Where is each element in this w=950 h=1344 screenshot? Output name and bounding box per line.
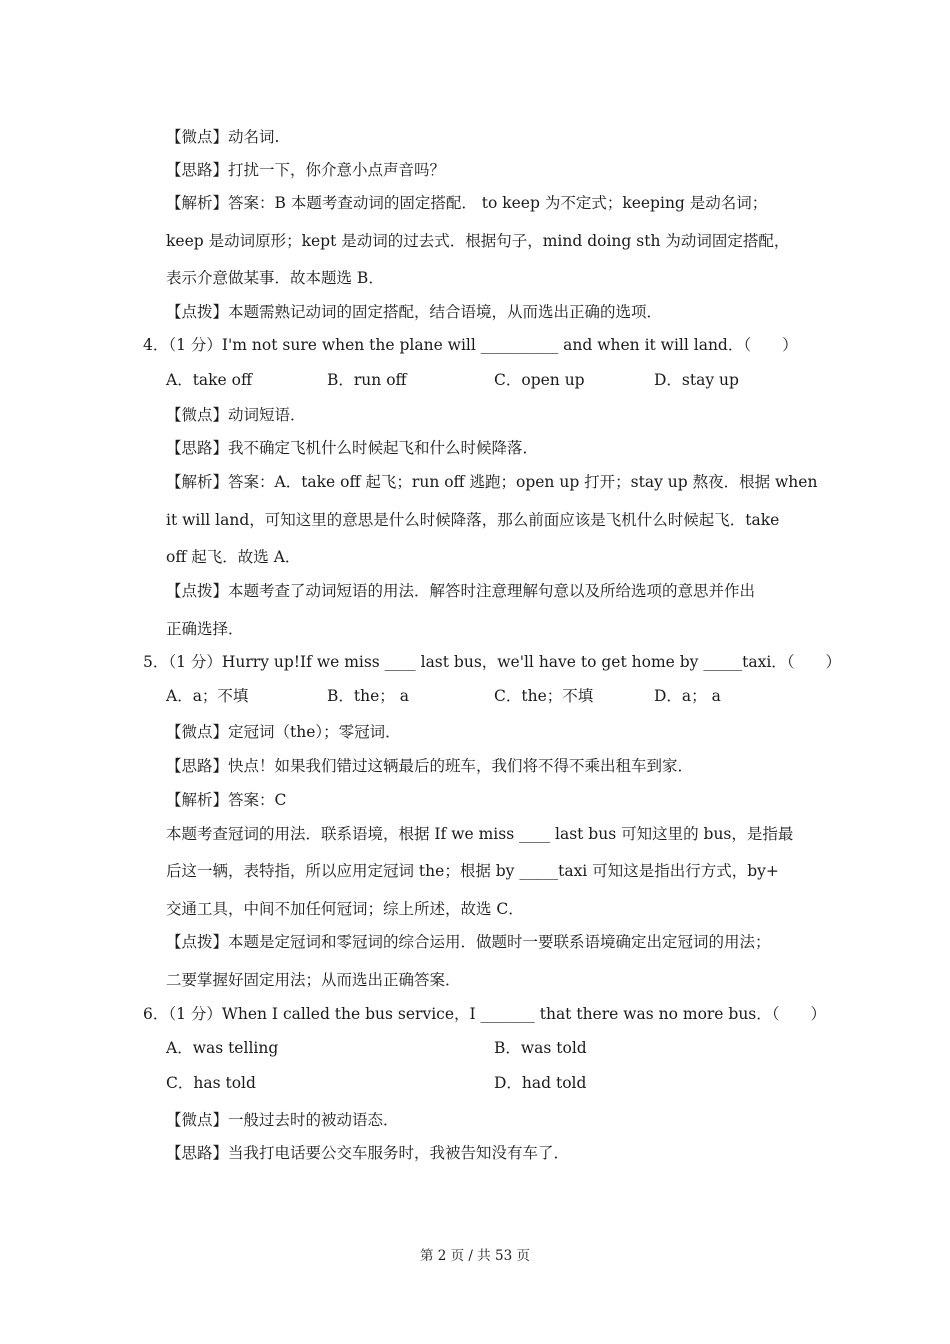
analysis-line: 【解析】答案：B 本题考查动词的固定搭配． to keep 为不定式；keeping 是动名词； [166,194,768,212]
tip-line: 正确选择． [166,620,244,638]
option-5a: A．a；不填 [166,687,249,705]
tip-line: 【点拨】本题是定冠词和零冠词的综合运用．做题时一要联系语境确定出定冠词的用法； [166,933,771,951]
point-line: 【微点】动名词. [166,128,280,146]
tip-line: 二要掌握好固定用法；从而选出正确答案． [166,971,461,989]
analysis-line: 交通工具，中间不加任何冠词；综上所述，故选 C． [166,900,524,918]
analysis-line: off 起飞．故选 A． [166,548,301,566]
point-line: 【微点】动词短语． [166,406,306,424]
point-line: 【微点】定冠词（the）；零冠词． [166,723,401,741]
idea-line: 【思路】快点！如果我们错过这辆最后的班车，我们将不得不乘出租车到家． [166,757,694,775]
analysis-line: 本题考查冠词的用法．联系语境，根据 If we miss ____ last bus 可知这里的 bus，是指最 [166,825,794,843]
tip-line: 【点拨】本题需熟记动词的固定搭配，结合语境，从而选出正确的选项． [166,303,663,321]
option-6d: D．had told [494,1074,587,1092]
page-footer: 第 2 页 / 共 53 页 [419,1248,531,1264]
option-5b: B．the； a [327,687,409,705]
analysis-line: keep 是动词原形；kept 是动词的过去式．根据句子，mind doing sth 为动词固定搭配， [166,232,790,250]
analysis-line: it will land，可知这里的意思是什么时候降落，那么前面应该是飞机什么时候起飞．take [166,511,780,529]
point-line: 【微点】一般过去时的被动语态． [166,1111,399,1129]
option-6a: A．was telling [166,1039,279,1057]
option-6c: C．has told [166,1074,256,1092]
option-4c: C．open up [494,371,585,389]
idea-line: 【思路】打扰一下，你介意小点声音吗？ [166,161,446,179]
question-4: 4．（1 分）I'm not sure when the plane will __________ and when it will land．（ ） [143,336,798,354]
option-4a: A．take off [166,371,252,389]
analysis-line: 【解析】答案：A．take off 起飞；run off 逃跑；open up 打开；stay up 熬夜．根据 when [166,473,818,491]
analysis-line: 表示介意做某事．故本题选 B． [166,269,384,287]
option-5d: D．a； a [654,687,721,705]
analysis-line: 后这一辆，表特指，所以应用定冠词 the；根据 by _____taxi 可知这是指出行方式，by+ [166,862,779,880]
option-5c: C．the；不填 [494,687,594,705]
tip-line: 【点拨】本题考查了动词短语的用法．解答时注意理解句意以及所给选项的意思并作出 [166,582,756,600]
option-6b: B．was told [494,1039,587,1057]
question-5: 5．（1 分）Hurry up!If we miss ____ last bus，we'll have to get home by _____taxi．（ ） [143,653,842,671]
question-6: 6．（1 分）When I called the bus service，I _______ that there was no more bus．（ ） [143,1005,827,1023]
option-4b: B．run off [327,371,407,389]
analysis-line: 【解析】答案：C [166,791,287,809]
option-4d: D．stay up [654,371,739,389]
idea-line: 【思路】当我打电话要公交车服务时，我被告知没有车了． [166,1144,570,1162]
idea-line: 【思路】我不确定飞机什么时候起飞和什么时候降落． [166,439,539,457]
